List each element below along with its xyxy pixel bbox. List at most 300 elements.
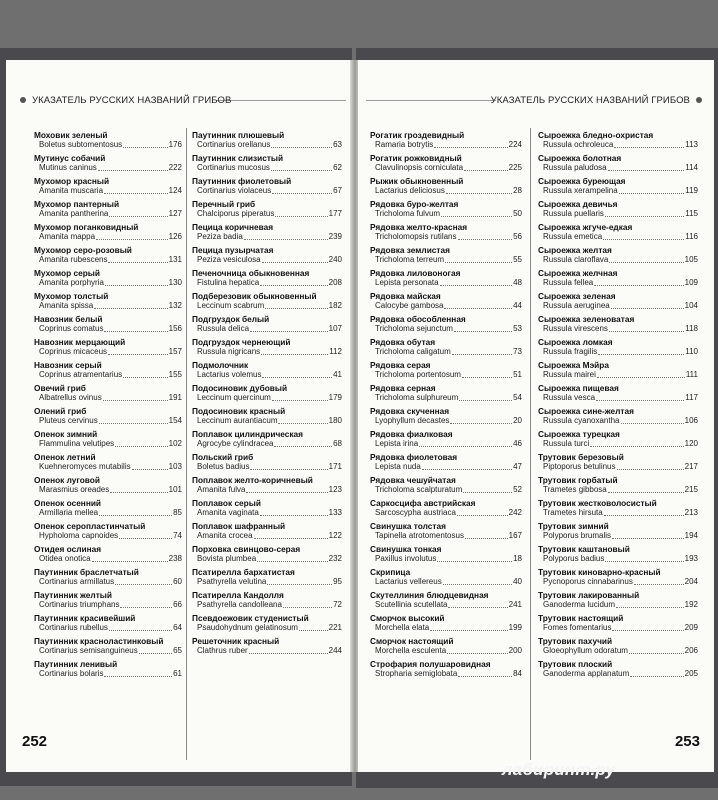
dot-leader (447, 653, 507, 654)
russian-name: Рядовка желто-красная (370, 222, 468, 232)
latin-name: Tricholoma terreum (375, 255, 445, 264)
page-reference: 65 (173, 646, 182, 655)
dot-leader (271, 170, 332, 171)
page-reference: 85 (173, 508, 182, 517)
latin-name: Calocybe gambosa (375, 301, 444, 310)
index-entry (370, 521, 522, 541)
dot-leader (105, 285, 168, 286)
index-entry (34, 245, 182, 265)
latin-name: Trametes hirsuta (543, 508, 603, 517)
index-entry (538, 314, 698, 334)
index-entry (370, 291, 522, 311)
index-entry (34, 636, 182, 656)
russian-name: Паутинник ленивый (34, 659, 118, 669)
page-reference: 206 (684, 646, 698, 655)
latin-name: Bovista plumbea (197, 554, 257, 563)
dot-leader (459, 400, 512, 401)
index-entry (370, 153, 522, 173)
latin-name-line (370, 163, 522, 173)
index-entry (34, 498, 182, 518)
latin-name-line (370, 278, 522, 288)
index-entry (538, 199, 698, 219)
latin-name: Russula nigricans (197, 347, 261, 356)
latin-name-line (34, 646, 182, 656)
latin-name: Russula aeruginea (543, 301, 610, 310)
dot-leader (257, 561, 327, 562)
russian-name: Трутовик плоский (538, 659, 613, 669)
latin-name: Stropharia semiglobata (375, 669, 458, 678)
index-entry (34, 337, 182, 357)
russian-name: Рогатик рожковидный (370, 153, 462, 163)
russian-name: Подгруздок чернеющий (192, 337, 291, 347)
page-reference: 74 (173, 531, 182, 540)
dot-leader (260, 515, 328, 516)
page-reference: 133 (328, 508, 342, 517)
page-reference: 241 (508, 600, 522, 609)
russian-name: Сыроежка сине-желтая (538, 406, 634, 416)
dot-leader (108, 354, 168, 355)
latin-name-line (538, 554, 698, 564)
latin-name: Peziza vesiculosa (197, 255, 261, 264)
latin-name: Flammulina velutipes (39, 439, 115, 448)
dot-leader (444, 308, 512, 309)
russian-name: Сыроежка турецкая (538, 429, 620, 439)
latin-name: Marasmius oreades (39, 485, 110, 494)
index-entry (34, 429, 182, 449)
page-reference: 154 (168, 416, 182, 425)
dot-leader (267, 584, 332, 585)
latin-name: Paxillus involutus (375, 554, 437, 563)
right-page (358, 60, 714, 772)
latin-name: Lepista personata (375, 278, 439, 287)
russian-name: Сморчок высокий (370, 613, 445, 623)
index-entry (370, 452, 522, 472)
page-reference: 102 (168, 439, 182, 448)
russian-name: Рядовка землистая (370, 245, 450, 255)
latin-name-line (538, 577, 698, 587)
russian-name: Трутовик пахучий (538, 636, 613, 646)
latin-name-line (34, 669, 182, 679)
russian-name: Псатирелла Кандолля (192, 590, 284, 600)
index-entry (34, 613, 182, 633)
dot-leader (104, 331, 167, 332)
dot-leader (612, 630, 683, 631)
page-reference: 56 (513, 232, 522, 241)
russian-name: Сыроежка желчная (538, 268, 618, 278)
russian-name: Мухомор толстый (34, 291, 109, 301)
latin-name-line (370, 577, 522, 587)
latin-name: Boletus subtomentosus (39, 140, 123, 149)
index-entry (538, 383, 698, 403)
latin-name: Russula mairei (543, 370, 596, 379)
page-reference: 62 (333, 163, 342, 172)
latin-name-line (370, 554, 522, 564)
page-reference: 221 (328, 623, 342, 632)
dot-leader (450, 423, 512, 424)
dot-leader (283, 607, 332, 608)
latin-name-line (538, 485, 698, 495)
latin-name-line (192, 439, 342, 449)
page-reference: 55 (513, 255, 522, 264)
page-reference: 114 (685, 163, 698, 172)
page-reference: 44 (513, 301, 522, 310)
bullet-icon (696, 97, 702, 103)
index-entry (538, 659, 698, 679)
page-reference: 103 (168, 462, 182, 471)
dot-leader (108, 262, 167, 263)
page-reference: 51 (513, 370, 522, 379)
page-reference: 192 (684, 600, 698, 609)
page-reference: 155 (168, 370, 182, 379)
latin-name: Tricholoma scalpturatum (375, 485, 463, 494)
latin-name-line (34, 577, 182, 587)
latin-name: Albatrellus ovinus (39, 393, 102, 402)
page-reference: 104 (684, 301, 698, 310)
index-entry (370, 406, 522, 426)
russian-name: Мухомор серый (34, 268, 100, 278)
latin-name-line (34, 393, 182, 403)
latin-name-line (370, 646, 522, 656)
russian-name: Трутовик березовый (538, 452, 624, 462)
latin-name: Fistulina hepatica (197, 278, 260, 287)
latin-name-line (370, 600, 522, 610)
dot-leader (440, 285, 512, 286)
latin-name: Cortinarius mucosus (197, 163, 270, 172)
dot-leader (594, 285, 683, 286)
header-title: УКАЗАТЕЛЬ РУССКИХ НАЗВАНИЙ ГРИБОВ (490, 94, 690, 106)
dot-leader (464, 170, 508, 171)
latin-name: Polyporus brumalis (543, 531, 612, 540)
russian-name: Рядовка обутая (370, 337, 436, 347)
latin-name: Agrocybe cylindracea (197, 439, 274, 448)
latin-name-line (538, 508, 698, 518)
latin-name: Amanita crocea (197, 531, 253, 540)
page-reference: 240 (328, 255, 342, 264)
latin-name-line (538, 140, 698, 150)
index-entry (34, 176, 182, 196)
latin-name: Fomes fomentarius (543, 623, 612, 632)
column-divider (186, 128, 187, 760)
latin-name-line (538, 232, 698, 242)
index-entry (34, 360, 182, 380)
running-header-left (20, 92, 231, 108)
index-entry (370, 268, 522, 288)
dot-leader (262, 262, 328, 263)
page-reference: 180 (328, 416, 342, 425)
page-reference: 109 (684, 278, 698, 287)
index-entry (370, 360, 522, 380)
page-reference: 107 (328, 324, 342, 333)
page-reference: 64 (173, 623, 182, 632)
index-entry (370, 590, 522, 610)
watermark-text: лабиринт.ру (502, 760, 616, 779)
latin-name-line (192, 301, 342, 311)
latin-name-line (538, 646, 698, 656)
russian-name: Поплавок серый (192, 498, 261, 508)
latin-name-line (538, 462, 698, 472)
page-reference: 126 (168, 232, 182, 241)
latin-name: Lepista irina (375, 439, 419, 448)
latin-name-line (538, 301, 698, 311)
index-entry (538, 337, 698, 357)
index-column (34, 130, 182, 682)
latin-name: Lactarius vellereus (375, 577, 442, 586)
index-entry (370, 130, 522, 150)
dot-leader (619, 193, 685, 194)
dot-leader (249, 653, 328, 654)
russian-name: Мухомор красный (34, 176, 110, 186)
page-reference: 18 (513, 554, 522, 563)
dot-leader (465, 538, 508, 539)
russian-name: Строфария полушаровидная (370, 659, 491, 669)
page-reference: 105 (684, 255, 698, 264)
dot-leader (278, 423, 327, 424)
page-reference: 101 (168, 485, 182, 494)
latin-name: Psathyrella velutina (197, 577, 267, 586)
russian-name: Паутинник браслетчатый (34, 567, 139, 577)
latin-name-line (538, 255, 698, 265)
russian-name: Трутовик зимний (538, 521, 609, 531)
dot-leader (590, 446, 683, 447)
latin-name: Lactarius deliciosus (375, 186, 445, 195)
page-reference: 131 (168, 255, 182, 264)
latin-name-line (34, 462, 182, 472)
dot-leader (437, 561, 512, 562)
russian-name: Саркосцифа австрийская (370, 498, 476, 508)
latin-name: Lepista nuda (375, 462, 421, 471)
dot-leader (103, 400, 168, 401)
latin-name: Tricholoma sulphureum (375, 393, 459, 402)
russian-name: Рядовка фиолетовая (370, 452, 458, 462)
dot-leader (458, 676, 512, 677)
dot-leader (452, 354, 512, 355)
index-entry (34, 383, 182, 403)
dot-leader (462, 377, 512, 378)
index-entry (34, 153, 182, 173)
dot-leader (608, 492, 684, 493)
russian-name: Сыроежка желтая (538, 245, 612, 255)
index-entry (34, 222, 182, 242)
latin-name-line (34, 301, 182, 311)
latin-name: Russula paludosa (543, 163, 607, 172)
dot-leader (262, 377, 332, 378)
page-reference: 239 (328, 232, 342, 241)
latin-name-line (34, 508, 182, 518)
running-header-right (491, 92, 702, 108)
latin-name-line (34, 232, 182, 242)
latin-name-line (538, 439, 698, 449)
latin-name-line (34, 554, 182, 564)
russian-name: Навозник белый (34, 314, 103, 324)
russian-name: Сыроежка девичья (538, 199, 618, 209)
index-entry (192, 636, 342, 656)
russian-name: Сморчок настоящий (370, 636, 454, 646)
index-entry (370, 199, 522, 219)
russian-name: Трутовик жестковолосистый (538, 498, 657, 508)
index-entry (370, 337, 522, 357)
index-entry (538, 613, 698, 633)
latin-name-line (192, 485, 342, 495)
latin-name: Scutellinia scutellata (375, 600, 448, 609)
russian-name: Опенок луговой (34, 475, 100, 485)
latin-name: Russula fragilis (543, 347, 598, 356)
latin-name-line (192, 577, 342, 587)
index-entry (370, 222, 522, 242)
index-column (192, 130, 342, 659)
latin-name: Mutinus caninus (39, 163, 97, 172)
page-reference: 95 (333, 577, 342, 586)
page-reference: 205 (684, 669, 698, 678)
index-entry (192, 199, 342, 219)
page-reference: 123 (328, 485, 342, 494)
page-reference: 171 (328, 462, 342, 471)
page-reference: 193 (684, 554, 698, 563)
page-reference: 54 (513, 393, 522, 402)
russian-name: Польский гриб (192, 452, 254, 462)
latin-name: Tapinella atrotomentosus (375, 531, 464, 540)
dot-leader (605, 561, 683, 562)
russian-name: Мухомор поганковидный (34, 222, 139, 232)
russian-name: Печеночница обыкновенная (192, 268, 310, 278)
page-reference: 215 (684, 485, 698, 494)
page-reference: 224 (508, 140, 522, 149)
dot-leader (614, 147, 684, 148)
dot-leader (109, 216, 167, 217)
index-entry (370, 475, 522, 495)
page-reference: 199 (508, 623, 522, 632)
latin-name-line (192, 324, 342, 334)
page-reference: 132 (168, 301, 182, 310)
dot-leader (275, 216, 327, 217)
russian-name: Опенок серопластинчатый (34, 521, 146, 531)
latin-name: Russula vesca (543, 393, 596, 402)
latin-name-line (370, 393, 522, 403)
dot-leader (109, 630, 172, 631)
russian-name: Порховка свинцово-серая (192, 544, 301, 554)
russian-name: Псевдоежовик студенистый (192, 613, 309, 623)
index-entry (192, 544, 342, 564)
dot-leader (419, 446, 512, 447)
dot-leader (99, 515, 172, 516)
dot-leader (634, 584, 684, 585)
dot-leader (272, 193, 332, 194)
dot-leader (120, 607, 172, 608)
index-entry (538, 268, 698, 288)
latin-name-line (538, 163, 698, 173)
russian-name: Рядовка лиловоногая (370, 268, 461, 278)
page-reference: 157 (168, 347, 182, 356)
dot-leader (443, 584, 512, 585)
latin-name-line (192, 232, 342, 242)
page-reference: 113 (685, 140, 698, 149)
page-reference: 208 (328, 278, 342, 287)
dot-leader (261, 354, 328, 355)
latin-name: Morchella esculenta (375, 646, 447, 655)
dot-leader (104, 193, 168, 194)
russian-name: Паутинник красноластинковый (34, 636, 164, 646)
russian-name: Мухомор серо-розовый (34, 245, 132, 255)
index-entry (538, 475, 698, 495)
russian-name: Сыроежка ломкая (538, 337, 613, 347)
page-reference: 179 (328, 393, 342, 402)
russian-name: Рядовка скученная (370, 406, 450, 416)
latin-name-line (538, 347, 698, 357)
index-entry (370, 176, 522, 196)
index-entry (370, 567, 522, 587)
russian-name: Трутовик настоящий (538, 613, 624, 623)
index-entry (370, 613, 522, 633)
index-entry (538, 176, 698, 196)
page-reference: 176 (168, 140, 182, 149)
russian-name: Рядовка обособленная (370, 314, 466, 324)
dot-leader (621, 423, 684, 424)
page-reference: 20 (513, 416, 522, 425)
dot-leader (597, 377, 685, 378)
index-entry (538, 567, 698, 587)
latin-name-line (370, 623, 522, 633)
russian-name: Сыроежка зеленая (538, 291, 616, 301)
page-reference: 213 (684, 508, 698, 517)
left-page (6, 60, 352, 772)
russian-name: Навозник серый (34, 360, 102, 370)
latin-name-line (34, 623, 182, 633)
latin-name: Leccinum quercinum (197, 393, 271, 402)
latin-name-line (34, 531, 182, 541)
russian-name: Сыроежка буреющая (538, 176, 626, 186)
index-entry (370, 383, 522, 403)
latin-name: Kuehneromyces mutabilis (39, 462, 131, 471)
latin-name: Cortinarius semisanguineus (39, 646, 138, 655)
latin-name: Cortinarius bolaris (39, 669, 104, 678)
latin-name-line (370, 370, 522, 380)
index-entry (538, 429, 698, 449)
latin-name-line (370, 347, 522, 357)
russian-name: Трутовик киноварно-красный (538, 567, 661, 577)
index-entry (192, 222, 342, 242)
latin-name-line (192, 370, 342, 380)
latin-name-line (34, 278, 182, 288)
latin-name-line (538, 416, 698, 426)
russian-name: Трутовик каштановый (538, 544, 630, 554)
latin-name: Ramaria botrytis (375, 140, 434, 149)
latin-name: Armillaria mellea (39, 508, 99, 517)
latin-name: Amanita pantherina (39, 209, 109, 218)
page-reference: 52 (513, 485, 522, 494)
latin-name: Amanita spissa (39, 301, 94, 310)
dot-leader (265, 308, 328, 309)
latin-name-line (370, 140, 522, 150)
index-entry (192, 314, 342, 334)
russian-name: Сыроежка пищевая (538, 383, 619, 393)
dot-leader (115, 584, 172, 585)
page-reference: 53 (513, 324, 522, 333)
dot-leader (250, 331, 328, 332)
russian-name: Подберезовик обыкновенный (192, 291, 317, 301)
latin-name-line (34, 600, 182, 610)
latin-name-line (370, 439, 522, 449)
russian-name: Рядовка фиалковая (370, 429, 453, 439)
latin-name: Cortinarius orellanus (197, 140, 271, 149)
index-entry (34, 314, 182, 334)
dot-leader (446, 193, 512, 194)
page-reference: 46 (513, 439, 522, 448)
index-entry (192, 176, 342, 196)
latin-name-line (192, 186, 342, 196)
page-reference: 73 (513, 347, 522, 356)
page-reference: 63 (333, 140, 342, 149)
latin-name-line (34, 209, 182, 219)
latin-name-line (370, 462, 522, 472)
